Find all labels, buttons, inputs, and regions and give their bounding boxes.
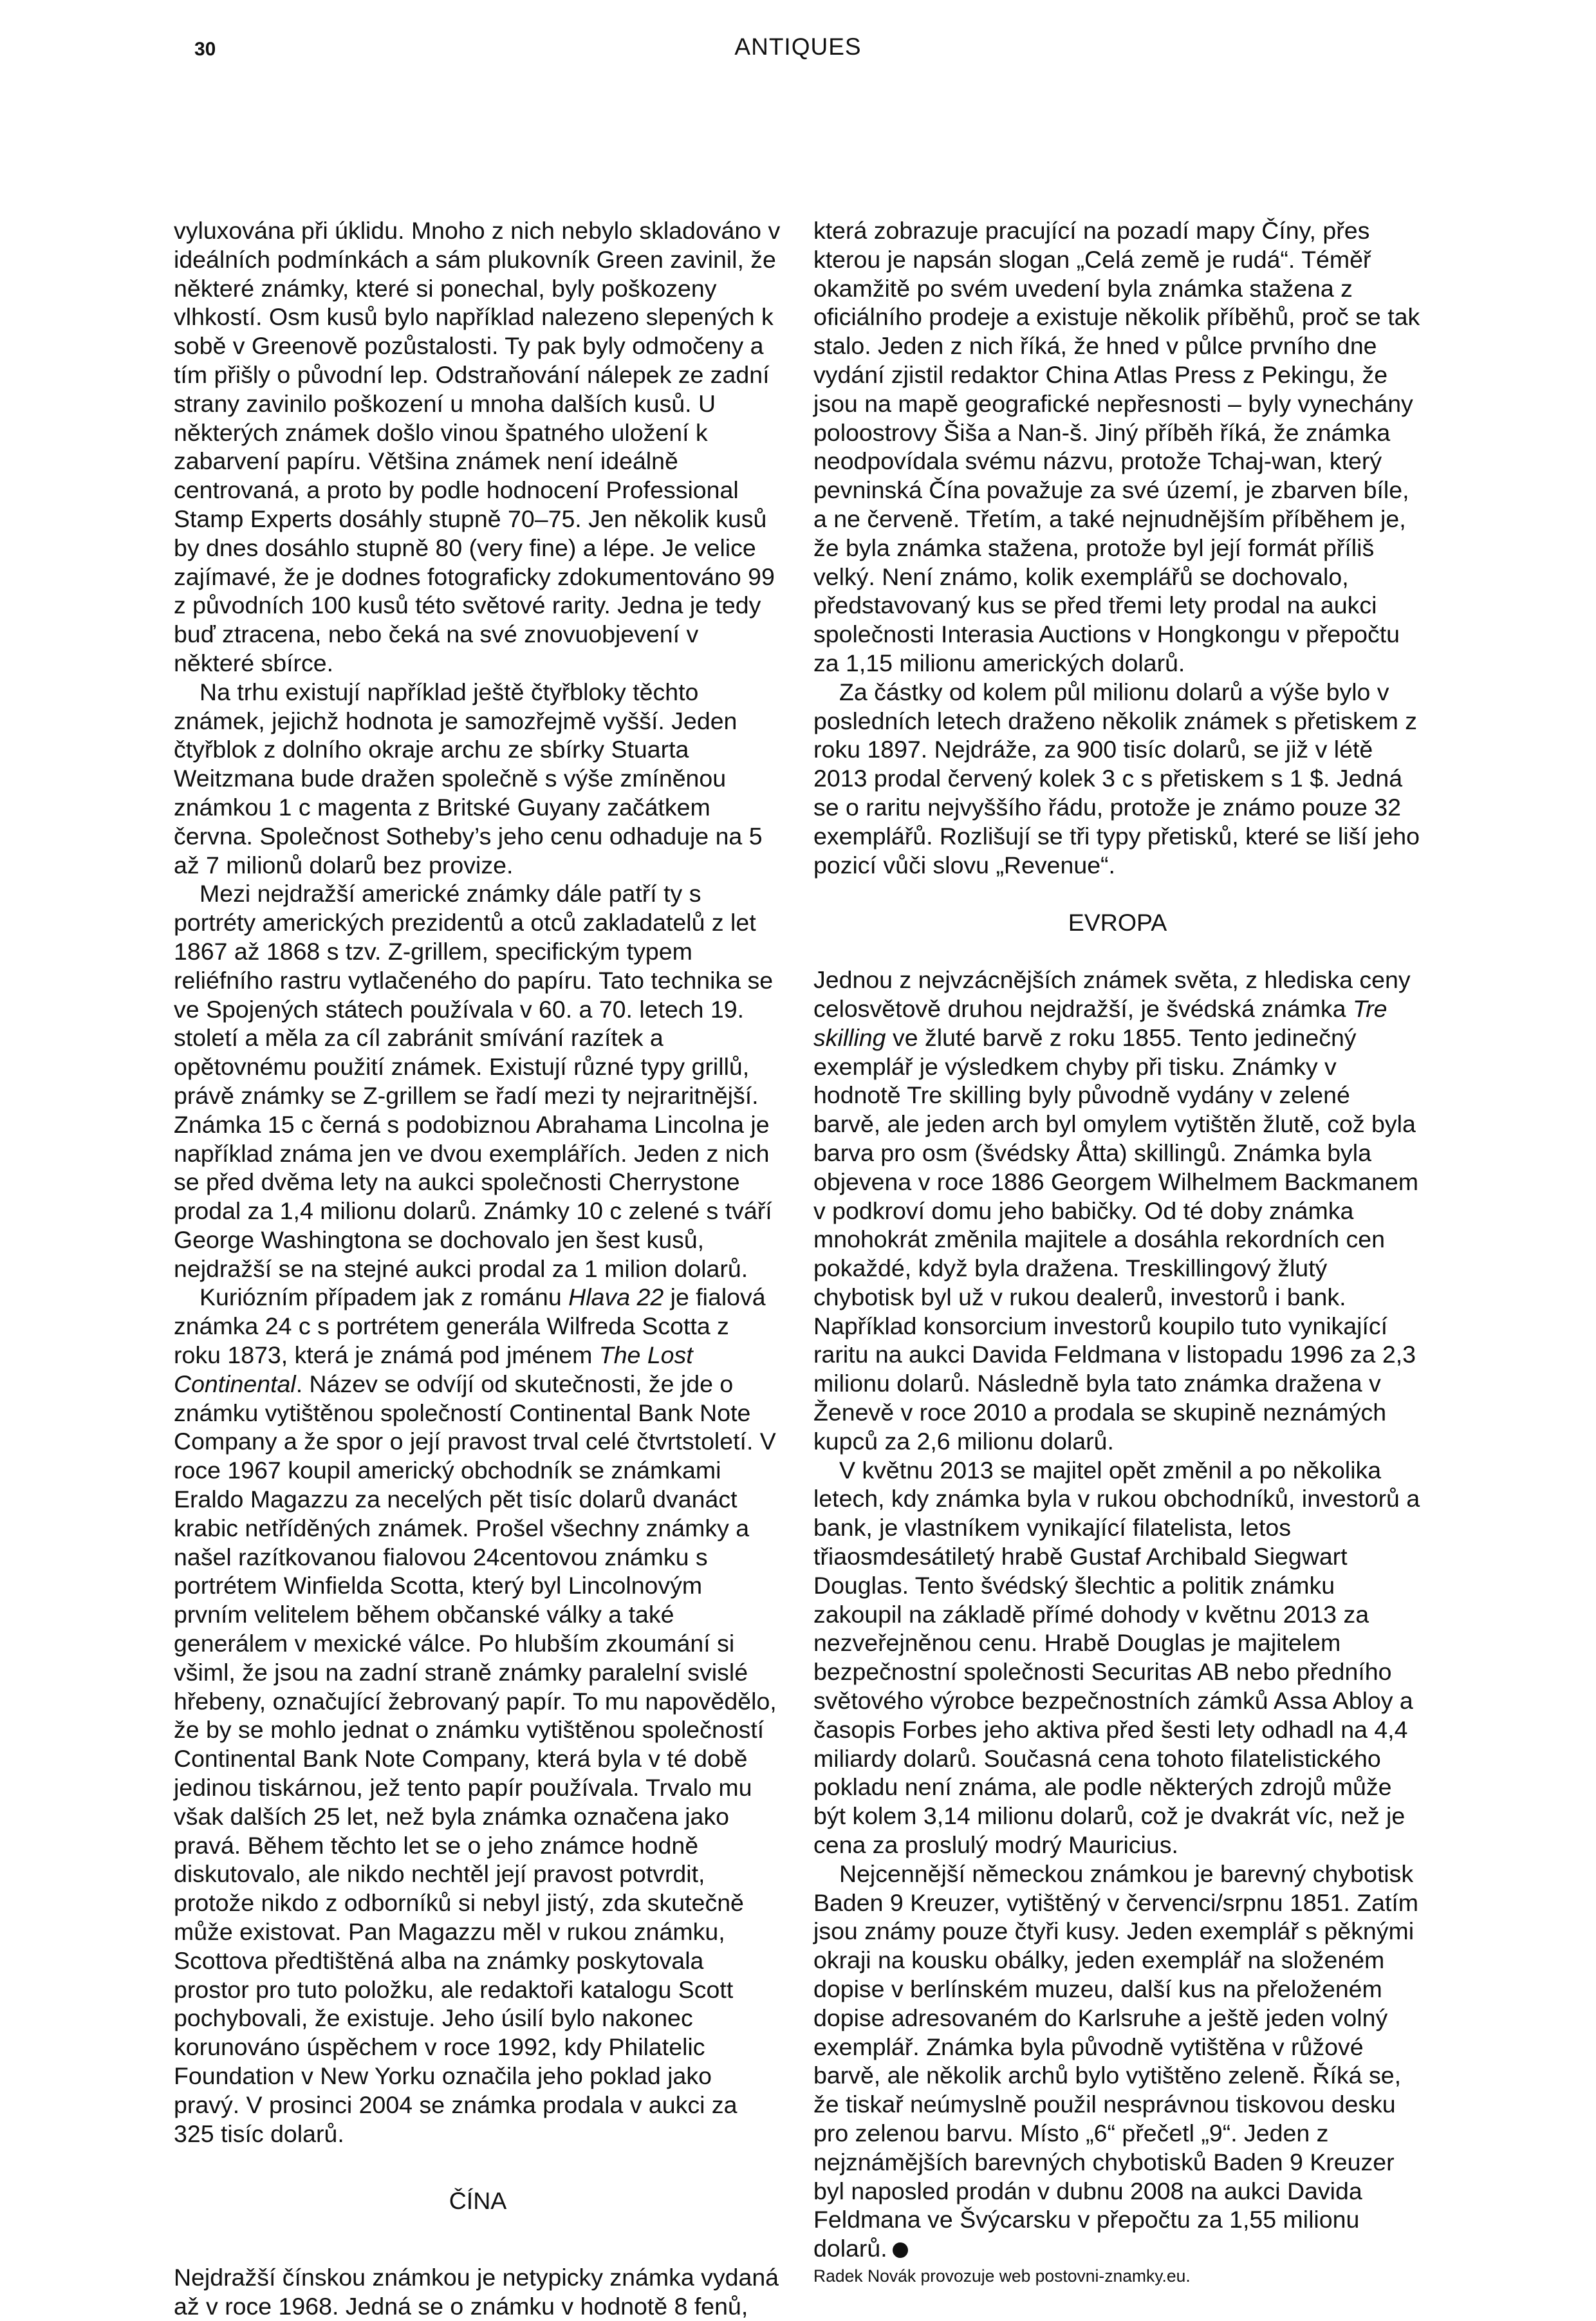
paragraph: Za částky od kolem půl milionu dolarů a výše bylo v posledních letech draženo několik známek s přetiskem z roku 1897. Nejdráže, za 900 tisíc dolarů, se již v létě 2013 prodal červený kolek 3 c s přetiskem s 1 $. Jedná se o raritu nejvyššího řádu, protože je známo pouze 32 exemplářů. Rozlišují se tři typy přetisků, které se liší jeho pozicí vůči slovu „Revenue“. — [813, 678, 1420, 879]
stamp-title: The Lost Continental — [174, 1341, 693, 1397]
author-note: Radek Novák provozuje web postovni-znamky.eu. — [813, 2266, 1191, 2286]
right-column — [813, 216, 1422, 2289]
paragraph: Nejdražší čínskou známkou je netypicky známka vydaná až v roce 1968. Jedná se o známku v hodnotě 8 fenů, — [174, 2264, 779, 2320]
paragraph: Na trhu existují například ještě čtyřbloky těchto známek, jejichž hodnota je samozřejmě vyšší. Jeden čtyřblok z dolního okraje archu ze sbírky Stuarta Weitzmana bude dražen společně s výše zmíněnou známkou 1 c magenta z Britské Guyany začátkem června. Společnost Sotheby’s jeho cenu odhaduje na 5 až 7 milionů dolarů bez provize. — [174, 678, 763, 879]
book-title: Hlava 22 — [568, 1283, 664, 1311]
page-header — [0, 33, 1596, 72]
section-heading-europe: EVROPA — [1068, 909, 1167, 937]
page-number: 30 — [194, 39, 216, 60]
left-column — [174, 216, 782, 2321]
section-heading-china: ČÍNA — [449, 2187, 507, 2215]
paragraph: Mezi nejdražší americké známky dále patří ty s portréty amerických prezidentů a otců zakladatelů z let 1867 až 1868 s tzv. Z-grillem, specifickým typem reliéfního rastru vytlačeného do papíru. Tato technika se ve Spojených státech používala v 60. a 70. letech 19. století a měla za cíl zabránit smívání razítek a opětovnému použití známek. Existují různé typy grillů, právě známky se Z-grillem se řadí mezi ty nejraritnější. Známka 15 c černá s podobiznou Abrahama Lincolna je například známa jen ve dvou exemplářích. Jeden z nich se před dvěma lety na aukci společnosti Cherrystone prodal za 1,4 milionu dolarů. Známky 10 c zelené s tváří George Washingtona se dochovalo jen šest kusů, nejdražší se na stejné aukci prodal za 1 milion dolarů. — [174, 880, 774, 1282]
paragraph: V květnu 2013 se majitel opět změnil a po několika letech, kdy známka byla v rukou obchodníků, investorů a bank, je vlastníkem vynikající filatelista, letos třiaosmdesátiletý hrabě Gustaf Archibald Siegwart Douglas. Tento švédský šlechtic a politik známku zakoupil na základě přímé dohody v květnu 2013 za nezveřejněnou cenu. Hrabě Douglas je majitelem bezpečnostní společnosti Securitas AB nebo předního světového výrobce bezpečnostních zámků Assa Abloy a časopis Forbes jeho aktiva před šesti lety odhadl na 4,4 miliardy dolarů. Současná cena tohoto filatelistického pokladu není známa, ale podle některých zdrojů může být kolem 3,14 milionu dolarů, což je dvakrát víc, než je cena za proslulý modrý Mauricius. — [813, 1456, 1420, 1859]
stamp-title: Tre skilling — [813, 994, 1387, 1051]
paragraph: Kuriózním případem jak z románu Hlava 22 je fialová známka 24 c s portrétem generála Wilfreda Scotta z roku 1873, která je známá pod jménem The Lost Continental. Název se odvíjí od skutečnosti, že jde o známku vytištěnou společností Continental Bank Note Company a že spor o její pravost trval celé čtvrtstoletí. V roce 1967 koupil americký obchodník se známkami Eraldo Magazzu za necelých pět tisíc dolarů dvanáct krabic netříděných známek. Prošel všechny známky a našel razítkovanou fialovou 24centovou známku s portrétem Winfielda Scotta, který byl Lincolnovým prvním velitelem během občanské války a také generálem v mexické válce. Po hlubším zkoumání si všiml, že jsou na zadní straně známky paralelní svislé hřebeny, označující žebrovaný papír. To mu napovědělo, že by se mohlo jednat o známku vytištěnou společností Continental Bank Note Company, která byla v té době jedinou tiskárnou, jež tento papír používala. Trvalo mu však dalších 25 let, než byla známka označena jako pravá. Během těchto let se o jeho známce hodně diskutovalo, ale nikdo nechtěl její pravost potvrdit, protože nikdo z odborníků si nebyl jistý, zda skutečně může existovat. Pan Magazzu měl v rukou známku, Scottova předtištěná alba na známky poskytovala prostor pro tuto položku, ale redaktoři katalogu Scott pochybovali, že existuje. Jeho úsilí bylo nakonec korunováno úspěchem v roce 1992, kdy Philatelic Foundation v New Yorku označila jeho poklad jako pravý. V prosinci 2004 se známka prodala v aukci za 325 tisíc dolarů. — [174, 1283, 777, 2147]
end-mark-icon — [893, 2242, 908, 2258]
section-title: ANTIQUES — [734, 33, 862, 60]
paragraph: Jednou z nejvzácnějších známek světa, z hlediska ceny celosvětově druhou nejdražší, je švédská známka Tre skilling ve žluté barvě z roku 1855. Tento jedinečný exemplář je výsledkem chyby při tisku. Známky v hodnotě Tre skilling byly původně vydány v zelené barvě, ale jeden arch byl omylem vytištěn žlutě, což byla barva pro osm (švédsky Åtta) skillingů. Známka byla objevena v roce 1886 Georgem Wilhelmem Backmanem v podkroví domu jeho babičky. Od té doby známka mnohokrát změnila majitele a dosáhla rekordních cen pokaždé, když byla dražena. Treskillingový žlutý chybotisk byl už v rukou dealerů, investorů i bank. Například konsorcium investorů koupilo tuto vynikající raritu na aukci Davida Feldmana v listopadu 1996 za 2,3 milionu dolarů. Následně byla tato známka dražena v Ženevě v roce 2010 a prodala se skupině neznámých kupců za 2,6 milionu dolarů. — [813, 966, 1419, 1455]
paragraph: Nejcennější německou známkou je barevný chybotisk Baden 9 Kreuzer, vytištěný v červenci/srpnu 1851. Zatím jsou známy pouze čtyři kusy. Jeden exemplář s pěknými okraji na kousku obálky, jeden exemplář na složeném dopise v berlínském muzeu, další kus na přeloženém dopise adresovaném do Karlsruhe a ještě jeden volný exemplář. Známka byla původně vytištěna v růžové barvě, ale několik archů bylo vytištěno zeleně. Říká se, že tiskař neúmyslně použil nesprávnou tiskovou desku pro zelenou barvu. Místo „6“ přečetl „9“. Jeden z nejznámějších barevných chybotisků Baden 9 Kreuzer byl naposled prodán v dubnu 2008 na aukci Davida Feldmana ve Švýcarsku v přepočtu za 1,55 milionu dolarů. — [813, 1860, 1419, 2262]
paragraph: která zobrazuje pracující na pozadí mapy Číny, přes kterou je napsán slogan „Celá země je rudá“. Téměř okamžitě po svém uvedení byla známka stažena z oficiálního prodeje a existuje několik příběhů, proč se tak stalo. Jeden z nich říká, že hned v půlce prvního dne vydání zjistil redaktor China Atlas Press z Pekingu, že jsou na mapě geografické nepřesnosti – byly vynechány poloostrovy Šiša a Nan-š. Jiný příběh říká, že známka neodpovídala svému názvu, protože Tchaj-wan, který pevninská Čína považuje za své území, je zbarven bíle, a ne červeně. Třetím, a také nejnudnějším příběhem je, že byla známka stažena, protože byl její formát příliš velký. Není známo, kolik exemplářů se dochovalo, představovaný kus se před třemi lety prodal na aukci společnosti Interasia Auctions v Hongkongu v přepočtu za 1,15 milionu amerických dolarů. — [813, 217, 1420, 676]
paragraph: vyluxována při úklidu. Mnoho z nich nebylo skladováno v ideálních podmínkách a sám plukovník Green zavinil, že některé známky, které si ponechal, byly poškozeny vlhkostí. Osm kusů bylo například nalezeno slepených k sobě v Greenově pozůstalosti. Ty pak byly odmočeny a tím přišly o původní lep. Odstraňování nálepek ze zadní strany zavinilo poškození u mnoha dalších kusů. U některých známek došlo vinou špatného uložení k zabarvení papíru. Většina známek není ideálně centrovaná, a proto by podle hodnocení Professional Stamp Experts dosáhly stupně 70–75. Jen několik kusů by dnes dosáhlo stupně 80 (very fine) a lépe. Je velice zajímavé, že je dodnes fotograficky zdokumentováno 99 z původních 100 kusů této světové rarity. Jedna je tedy buď ztracena, nebo čeká na své znovuobjevení v některé sbírce. — [174, 217, 781, 676]
